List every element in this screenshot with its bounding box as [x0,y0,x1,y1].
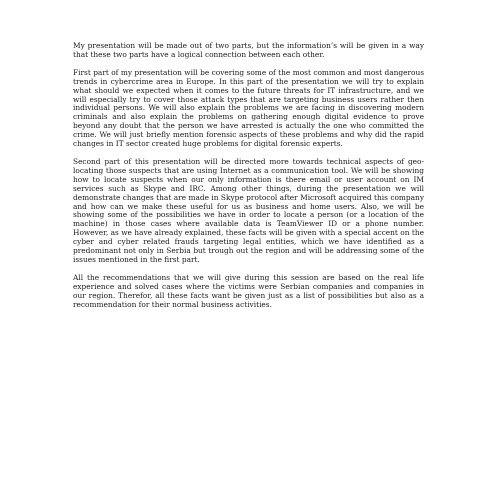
paragraph-first-part: First part of my presentation will be covering some of the most common and most dangerous trends in cybercrime area in Europe. In this part of the presentation we will try to explain what should we expected when it comes to the future threats for IT infrastructure, and we will especially try to cover those attack types that are targeting business users rather then individual persons. We will also explain the problems we are facing in discovering modern criminals and also explain the problems on gathering enough digital evidence to prove beyond any doubt that the person we have arrested is actually the one who committed the crime. We will just briefly mention forensic aspects of these problems and why did the rapid changes in IT sector created huge problems for digital forensic experts. [73,67,424,149]
paragraph-recommendations: All the recommendations that we will give during this session are based on the real life experience and solved cases where the victims were Serbian companies and companies in our region. Therefor, all these facts want be given just as a list of possibilities but also as a recommendation for their normal business activities. [73,272,424,309]
paragraph-second-part: Second part of this presentation will be directed more towards technical aspects of geo-locating those suspects that are using Internet as a communication tool. We will be showing how to locate suspects when our only information is there email or user account on IM services such as Skype and IRC. Among other things, during the presentation we will demonstrate changes that are made in Skype protocol after Microsoft acquired this company and how can we make these useful for us as business and home users. Also, we will be showing some of the possibilities we have in order to locate a person (or a location of the machine) in those cases where available data is TeamViewer ID or a phone number. However, as we have already explained, these facts will be given with a special accent on the cyber and cyber related frauds targeting legal entities, which we have identified as a predominant not only in Serbia but trough out the region and will be addressing some of the issues mentioned in the first part. [73,156,424,264]
paragraph-intro: My presentation will be made out of two parts, but the information’s will be given in a way that these two parts have a logical connection between each other. [73,41,424,59]
document-body [73,42,424,318]
